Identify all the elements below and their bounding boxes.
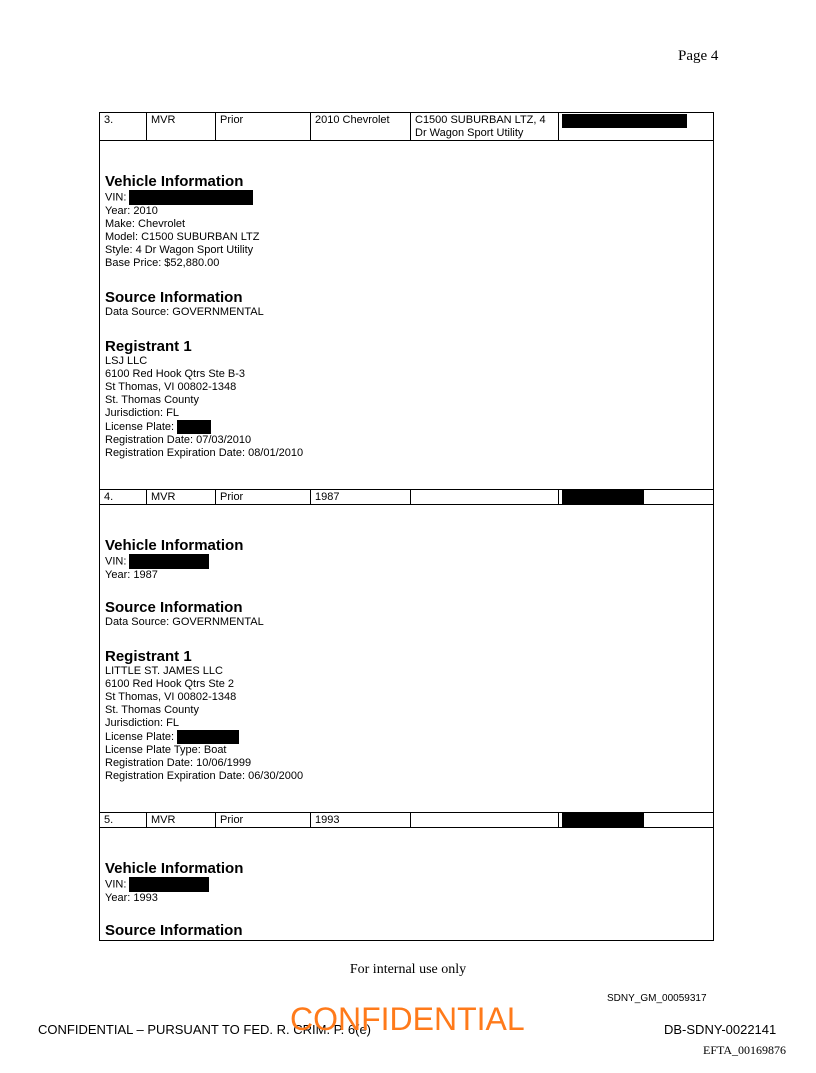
detail-line: Jurisdiction: FL <box>105 407 179 419</box>
detail-line: St Thomas, VI 00802-1348 <box>105 381 237 393</box>
record-description <box>410 813 558 827</box>
detail-line: Data Source: GOVERNMENTAL <box>105 616 264 628</box>
record-type: MVR <box>146 490 215 504</box>
section-heading: Vehicle Information <box>105 860 244 877</box>
detail-line: LITTLE ST. JAMES LLC <box>105 665 223 677</box>
section-heading: Registrant 1 <box>105 338 192 355</box>
redaction-box <box>562 490 644 504</box>
detail-line: Make: Chevrolet <box>105 218 186 230</box>
vehicle-info-section <box>105 860 243 905</box>
detail-line: Year: 2010 <box>105 205 158 217</box>
source-info-section <box>105 599 264 629</box>
vin-label: VIN: <box>105 191 127 204</box>
record-vehicle: 1993 <box>310 813 410 827</box>
record-row-3 <box>100 113 713 141</box>
record-type: MVR <box>146 113 215 140</box>
records-frame <box>99 112 714 941</box>
registrant-section <box>105 648 303 783</box>
detail-line: License Plate Type: Boat <box>105 744 227 756</box>
record-row-5 <box>100 812 713 828</box>
redaction-box <box>129 554 209 569</box>
record-index: 4. <box>104 491 114 503</box>
detail-line: St. Thomas County <box>105 704 199 716</box>
record-status: Prior <box>215 490 310 504</box>
source-info-section <box>105 922 243 939</box>
detail-line: Base Price: $52,880.00 <box>105 257 220 269</box>
vehicle-info-section <box>105 173 259 270</box>
detail-line: St Thomas, VI 00802-1348 <box>105 691 237 703</box>
record-vehicle: 2010 Chevrolet <box>310 113 410 140</box>
vin-label: VIN: <box>105 878 127 891</box>
redaction-box <box>177 420 211 434</box>
registrant-section <box>105 338 303 460</box>
detail-line: LSJ LLC <box>105 355 148 367</box>
page-number: Page 4 <box>678 48 719 64</box>
detail-line: Style: 4 Dr Wagon Sport Utility <box>105 244 254 256</box>
detail-line: Registration Date: 07/03/2010 <box>105 434 252 446</box>
detail-line: Data Source: GOVERNMENTAL <box>105 306 264 318</box>
record-vehicle: 1987 <box>310 490 410 504</box>
bates-number-small: SDNY_GM_00059317 <box>607 993 707 1004</box>
redaction-box <box>129 877 209 892</box>
license-plate-label: License Plate: <box>105 730 175 743</box>
record-description <box>410 490 558 504</box>
vin-label: VIN: <box>105 555 127 568</box>
record-redacted-cell <box>558 813 713 827</box>
detail-line: Registration Expiration Date: 06/30/2000 <box>105 770 304 782</box>
confidential-notice: CONFIDENTIAL – PURSUANT TO FED. R. CRIM. P. 6(e) <box>38 1022 372 1037</box>
redaction-box <box>177 730 239 744</box>
section-heading: Vehicle Information <box>105 537 244 554</box>
detail-line: Registration Expiration Date: 08/01/2010 <box>105 447 304 459</box>
section-heading: Source Information <box>105 922 243 939</box>
confidential-stamp: CONFIDENTIAL <box>290 1001 525 1037</box>
bates-number-large: DB-SDNY-0022141 <box>664 1022 777 1037</box>
source-info-section <box>105 289 264 319</box>
detail-line: Year: 1987 <box>105 569 158 581</box>
record-description: C1500 SUBURBAN LTZ, 4 Dr Wagon Sport Utility <box>410 113 558 140</box>
record-status: Prior <box>215 813 310 827</box>
record-type: MVR <box>146 813 215 827</box>
detail-line: St. Thomas County <box>105 394 199 406</box>
redaction-box <box>562 114 687 128</box>
detail-line: 6100 Red Hook Qtrs Ste B-3 <box>105 368 246 380</box>
detail-line: Year: 1993 <box>105 892 158 904</box>
record-status: Prior <box>215 113 310 140</box>
detail-line: Model: C1500 SUBURBAN LTZ <box>105 231 260 243</box>
detail-line: Registration Date: 10/06/1999 <box>105 757 252 769</box>
record-index: 5. <box>104 814 114 826</box>
section-heading: Registrant 1 <box>105 648 192 665</box>
internal-use-notice: For internal use only <box>349 962 467 977</box>
redaction-box <box>129 190 253 205</box>
record-index: 3. <box>104 114 114 126</box>
detail-line: Jurisdiction: FL <box>105 717 179 729</box>
detail-line: 6100 Red Hook Qtrs Ste 2 <box>105 678 235 690</box>
section-heading: Source Information <box>105 289 243 306</box>
record-redacted-cell <box>558 490 713 504</box>
record-row-4 <box>100 489 713 505</box>
efta-id: EFTA_00169876 <box>703 1043 787 1057</box>
vehicle-info-section <box>105 537 243 582</box>
record-redacted-cell <box>558 113 713 140</box>
section-heading: Source Information <box>105 599 243 616</box>
license-plate-label: License Plate: <box>105 420 175 433</box>
redaction-box <box>562 813 644 827</box>
section-heading: Vehicle Information <box>105 173 244 190</box>
